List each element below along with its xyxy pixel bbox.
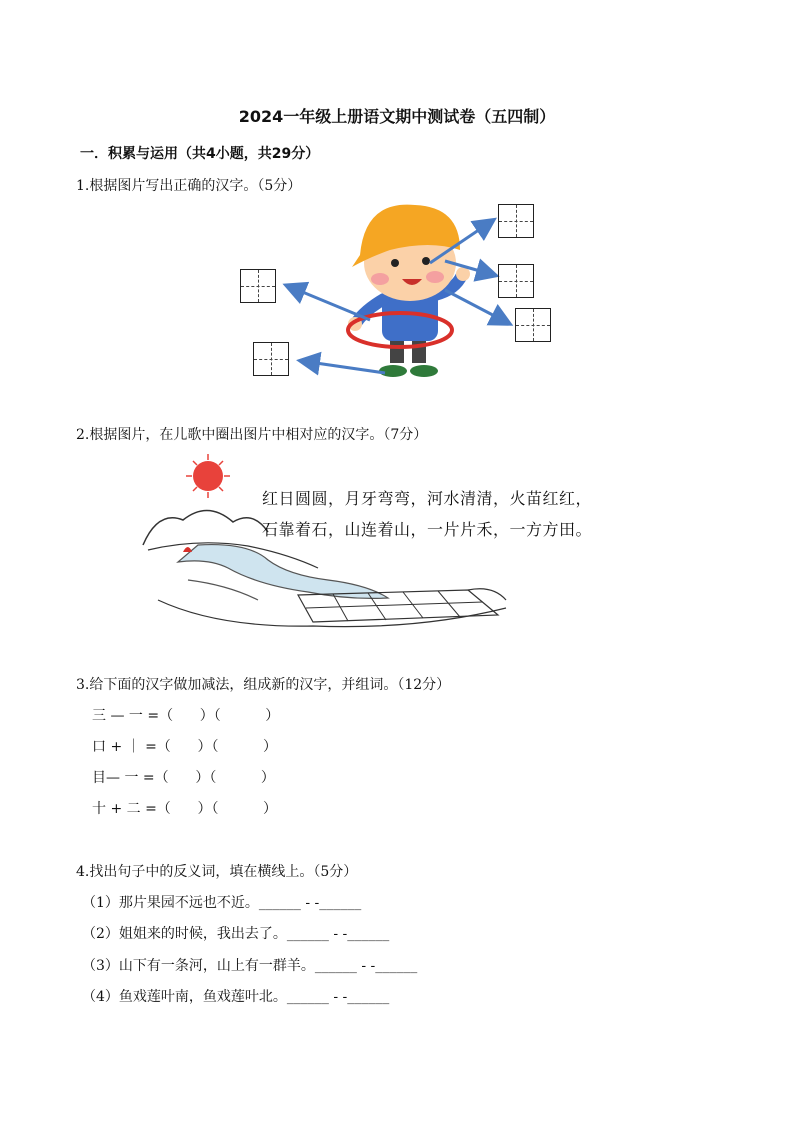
landscape-illustration bbox=[138, 450, 508, 630]
question-1-label: 1.根据图片写出正确的汉字。（5分） bbox=[76, 178, 302, 194]
question-2-label: 2.根据图片，在儿歌中圈出图片中相对应的汉字。（7分） bbox=[76, 427, 428, 443]
answer-box-4[interactable] bbox=[240, 269, 276, 303]
answer-box-2[interactable] bbox=[498, 264, 534, 298]
antonym-item-1[interactable]: （1）那片果园不远也不近。______ - -______ bbox=[82, 895, 362, 911]
poem-line-1: 红日圆圆，月牙弯弯，河水清清，火苗红红， bbox=[262, 489, 593, 508]
equation-row-4[interactable]: 十 + 二 =（ ）（ ） bbox=[92, 801, 278, 817]
answer-box-3[interactable] bbox=[515, 308, 551, 342]
answer-box-5[interactable] bbox=[253, 342, 289, 376]
equation-row-1[interactable]: 三 — 一 =（ ）（ ） bbox=[92, 708, 280, 724]
antonym-item-4[interactable]: （4）鱼戏莲叶南，鱼戏莲叶北。______ - -______ bbox=[82, 989, 390, 1005]
equation-row-3[interactable]: 目— 一 =（ ）（ ） bbox=[92, 770, 275, 786]
page-title: 2024一年级上册语文期中测试卷（五四制） bbox=[238, 107, 556, 126]
answer-box-1[interactable] bbox=[498, 204, 534, 238]
question-3-label: 3.给下面的汉字做加减法，组成新的汉字，并组词。（12分） bbox=[76, 677, 451, 693]
antonym-item-2[interactable]: （2）姐姐来的时候，我出去了。______ - -______ bbox=[82, 926, 390, 942]
equation-row-2[interactable]: 口 + ｜ =（ ）（ ） bbox=[92, 739, 278, 755]
question-4-label: 4.找出句子中的反义词，填在横线上。（5分） bbox=[76, 864, 358, 880]
section-heading: 一．积累与运用（共4小题，共29分） bbox=[80, 146, 320, 162]
antonym-item-3[interactable]: （3）山下有一条河，山上有一群羊。______ - -______ bbox=[82, 958, 418, 974]
poem-line-2: 石靠着石，山连着山，一片片禾，一方方田。 bbox=[262, 520, 593, 539]
